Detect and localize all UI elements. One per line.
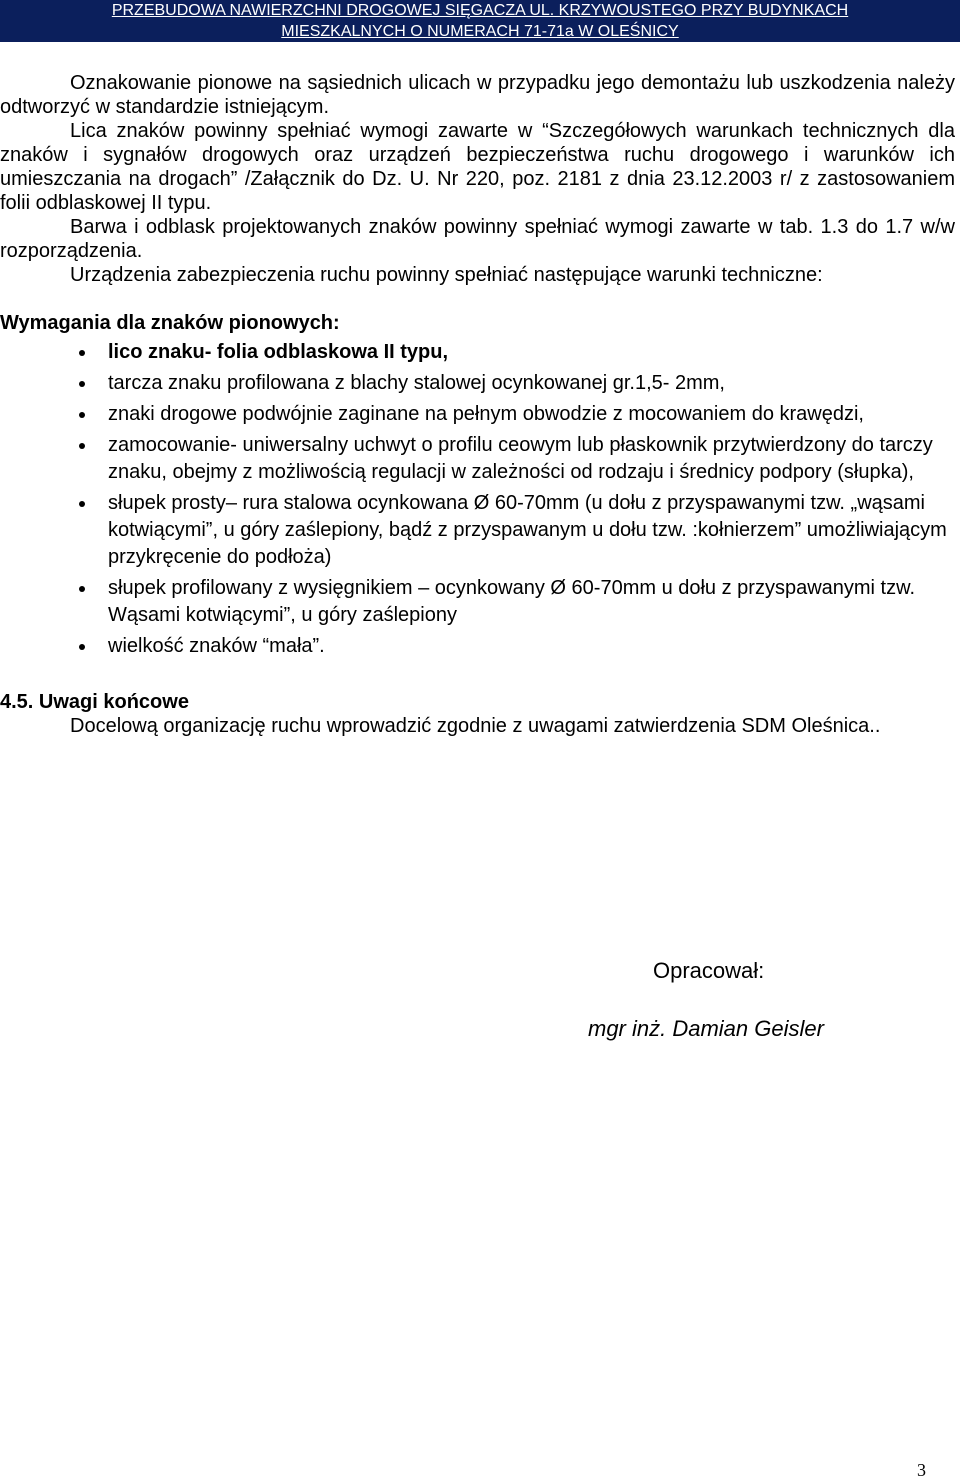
document-header: [0, 0, 960, 42]
list-item: lico znaku- folia odblaskowa II typu,: [0, 339, 955, 366]
paragraph-marking: Oznakowanie pionowe na sąsiednich ulicach w przypadku jego demontażu lub uszkodzenia należy odtworzyć w standardzie istniejącym.: [0, 72, 955, 118]
bullet-icon: [79, 443, 85, 449]
bullet-icon: [79, 350, 85, 356]
bullet-icon: [79, 501, 85, 507]
requirements-heading: Wymagania dla znaków pionowych:: [0, 312, 340, 334]
header-line-1: PRZEBUDOWA NAWIERZCHNI DROGOWEJ SIĘGACZA UL. KRZYWOUSTEGO PRZY BUDYNKACH: [111, 2, 849, 19]
bullet-icon: [79, 644, 85, 650]
section-heading-final-remarks: 4.5. Uwagi końcowe: [0, 691, 189, 713]
paragraph-safety-devices: Urządzenia zabezpieczenia ruchu powinny spełniać następujące warunki techniczne:: [70, 264, 823, 286]
list-item: słupek prosty– rura stalowa ocynkowana Ø 60-70mm (u dołu z przyspawanymi tzw. „wąsami kotwiącymi”, u góry zaślepiony, bądź z przyspawanym u dołu tzw. :kołnierzem” umożliwiającym przykręcenie do podłoża): [0, 490, 955, 571]
list-item: tarcza znaku profilowana z blachy stalowej ocynkowanej gr.1,5- 2mm,: [0, 370, 955, 397]
section-text-final-remarks: Docelową organizację ruchu wprowadzić zgodnie z uwagami zatwierdzenia SDM Oleśnica..: [70, 715, 881, 737]
paragraph-sign-faces: Lica znaków powinny spełniać wymogi zawarte w “Szczegółowych warunkach technicznych dla znaków i sygnałów drogowych oraz urządzeń bezpieczeństwa ruchu drogowego i warunków ich umieszczania na drogach” /Załącznik do Dz. U. Nr 220, poz. 2181 z dnia 23.12.2003 r/ z zastosowaniem folii odblaskowej II typu.: [0, 120, 955, 214]
list-item: słupek profilowany z wysięgnikiem – ocynkowany Ø 60-70mm u dołu z przyspawanymi tzw. Wąsami kotwiącymi”, u góry zaślepiony: [0, 575, 955, 629]
list-item: zamocowanie- uniwersalny uchwyt o profilu ceowym lub płaskownik przytwierdzony do tarczy znaku, obejmy z możliwością regulacji w zależności od rodzaju i średnicy podpory (słupka),: [0, 432, 955, 486]
requirements-list: [0, 339, 955, 660]
bullet-icon: [79, 412, 85, 418]
list-item: znaki drogowe podwójnie zaginane na pełnym obwodzie z mocowaniem do krawędzi,: [0, 401, 955, 428]
paragraph-color-reflectivity: Barwa i odblask projektowanych znaków powinny spełniać wymogi zawarte w tab. 1.3 do 1.7 w/w rozporządzenia.: [0, 216, 955, 262]
page-number: 3: [917, 1460, 926, 1480]
bullet-icon: [79, 586, 85, 592]
header-line-2: MIESZKALNYCH O NUMERACH 71-71a W OLEŚNICY: [281, 23, 679, 40]
signature-label: Opracował:: [653, 958, 765, 983]
signature-name: mgr inż. Damian Geisler: [588, 1016, 824, 1041]
document-body: [0, 71, 955, 738]
bullet-icon: [79, 381, 85, 387]
list-item: wielkość znaków “mała”.: [0, 633, 955, 660]
